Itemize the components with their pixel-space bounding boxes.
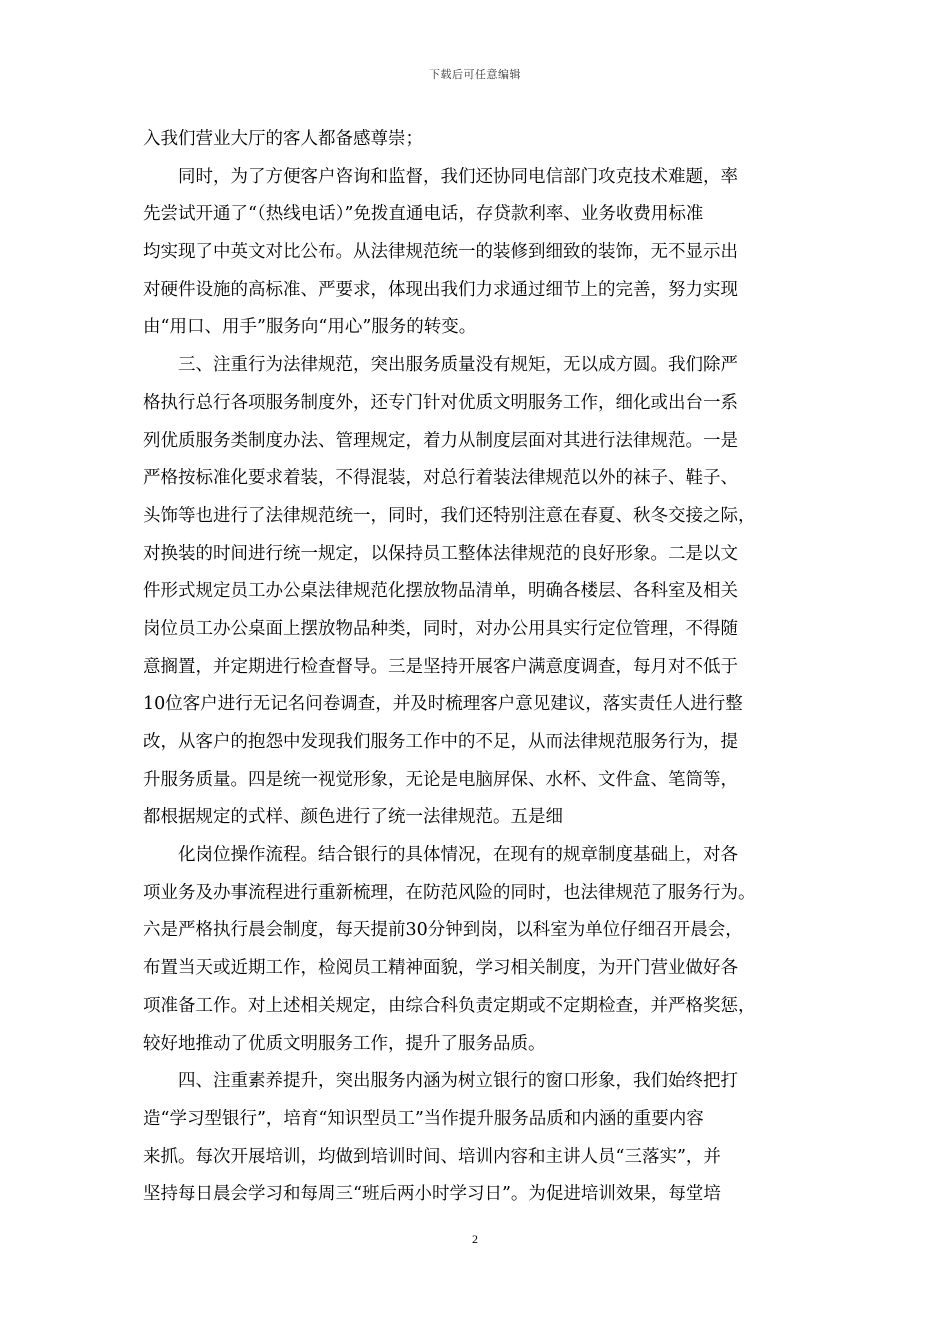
paragraph-first-line: 化岗位操作流程。结合银行的具体情况，在现有的规章制度基础上，对各	[178, 845, 738, 866]
text-line: 坚持每日晨会学习和每周三“班后两小时学习日”。为促进培训效果，每堂培	[143, 1184, 721, 1205]
text-line: 列优质服务类制度办法、管理规定，着力从制度层面对其进行法律规范。一是	[143, 430, 738, 451]
text-line: 造“学习型银行”，培育“知识型员工”当作提升服务品质和内涵的重要内容	[143, 1108, 704, 1129]
text-line: 对换装的时间进行统一规定，以保持员工整体法律规范的良好形象。二是以文	[143, 543, 738, 564]
text-line: 对硬件设施的高标准、严要求，体现出我们力求通过细节上的完善，努力实现	[143, 279, 738, 300]
text-line: 岗位员工办公桌面上摆放物品种类，同时，对办公用具实行定位管理，不得随	[143, 618, 738, 639]
text-line: 来抓。每次开展培训，均做到培训时间、培训内容和主讲人员“三落实”，并	[143, 1146, 721, 1167]
page-header: 下载后可任意编辑	[429, 68, 521, 81]
paragraph-first-line: 同时，为了方便客户咨询和监督，我们还协同电信部门攻克技术难题，率	[178, 166, 738, 187]
text-line: 均实现了中英文对比公布。从法律规范统一的装修到细致的装饰，无不显示出	[143, 242, 738, 263]
text-line: 入我们营业大厅的客人都备感尊崇；	[143, 129, 423, 149]
text-line: 由“用口、用手”服务向“用心”服务的转变。	[143, 317, 477, 338]
text-line: 升服务质量。四是统一视觉形象，无论是电脑屏保、水杯、文件盒、笔筒等，	[143, 769, 738, 790]
text-line: 布置当天或近期工作，检阅员工精神面貌，学习相关制度，为开门营业做好各	[143, 958, 738, 979]
document-body	[143, 121, 811, 1214]
text-line: 改，从客户的抱怨中发现我们服务工作中的不足，从而法律规范服务行为，提	[143, 732, 738, 752]
text-line: 严格按标准化要求着装，不得混装，对总行着装法律规范以外的袜子、鞋子、	[143, 468, 738, 489]
text-line: 头饰等也进行了法律规范统一，同时，我们还特别注意在春夏、秋冬交接之际，	[143, 505, 756, 526]
text-line: 项准备工作。对上述相关规定，由综合科负责定期或不定期检查，并严格奖惩，	[143, 995, 756, 1016]
text-line: 意搁置，并定期进行检查督导。三是坚持开展客户满意度调查，每月对不低于	[143, 656, 738, 677]
text-line: 都根据规定的式样、颜色进行了统一法律规范。五是细	[143, 807, 563, 828]
text-line: 较好地推动了优质文明服务工作，提升了服务品质。	[143, 1033, 546, 1054]
paragraph-first-line: 四、注重素养提升，突出服务内涵为树立银行的窗口形象，我们始终把打	[178, 1071, 738, 1092]
text-line: 10位客户进行无记名问卷调查，并及时梳理客户意见建议，落实责任人进行整	[143, 694, 743, 715]
page-number: 2	[472, 1232, 478, 1246]
text-line: 先尝试开通了“（热线电话）”免拨直通电话，存贷款利率、业务收费用标准	[143, 204, 704, 225]
text-line: 件形式规定员工办公桌法律规范化摆放物品清单，明确各楼层、各科室及相关	[143, 581, 738, 602]
text-line: 项业务及办事流程进行重新梳理，在防范风险的同时，也法律规范了服务行为。	[143, 882, 756, 903]
text-line: 格执行总行各项服务制度外，还专门针对优质文明服务工作，细化或出台一系	[143, 392, 738, 413]
paragraph-first-line: 三、注重行为法律规范，突出服务质量没有规矩，无以成方圆。我们除严	[178, 355, 738, 376]
text-line: 六是严格执行晨会制度，每天提前30分钟到岗，以科室为单位仔细召开晨会，	[143, 920, 743, 941]
